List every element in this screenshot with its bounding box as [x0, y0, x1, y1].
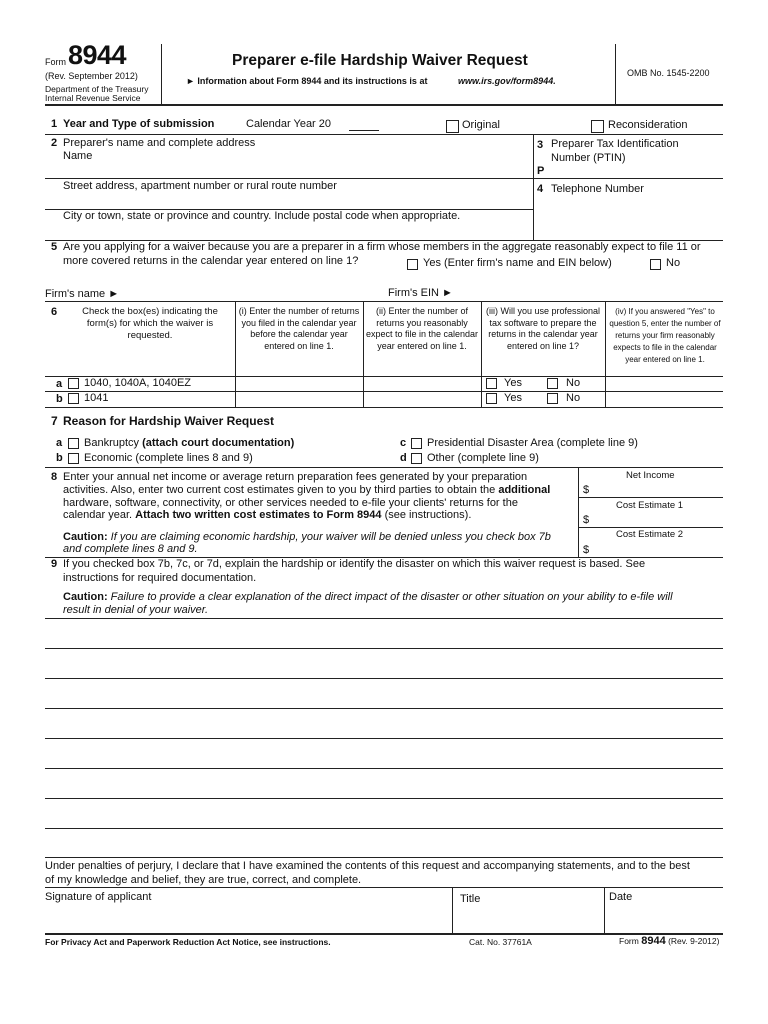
row-b-label: 1041 — [84, 392, 109, 404]
economic-checkbox[interactable] — [68, 453, 79, 464]
line7-label: Reason for Hardship Waiver Request — [63, 414, 274, 428]
line9-text2: instructions for required documentation. — [63, 572, 257, 584]
footer-form-id: Form 8944 (Rev. 9-2012) — [619, 935, 720, 947]
line5-no-label: No — [666, 257, 681, 269]
catalog-number: Cat. No. 37761A — [469, 937, 532, 947]
line8-caution1: Caution: If you are claiming economic hardship, your waiver will be denied unless you check box 7b — [63, 531, 551, 543]
line7b-letter: b — [56, 452, 63, 464]
perjury-line2: of my knowledge and belief, they are true, correct, and complete. — [45, 874, 362, 886]
economic-label: Economic (complete lines 8 and 9) — [84, 452, 253, 464]
perjury-line1: Under penalties of perjury, I declare that I have examined the contents of this request and accompanying statements, and to the best — [45, 860, 690, 872]
telephone-field[interactable]: Telephone Number — [551, 183, 644, 195]
cost-estimate1-label: Cost Estimate 1 — [616, 500, 684, 511]
explanation-line[interactable] — [45, 678, 723, 679]
net-income-field[interactable]: $ — [583, 484, 590, 496]
row-a-no-checkbox[interactable] — [547, 378, 558, 389]
line6-col2-header: (ii) Enter the number of returns you reasonably expect to file in the calendar year entered on line 1. — [365, 306, 479, 351]
line6-number: 6 — [51, 306, 58, 318]
explanation-line[interactable] — [45, 798, 723, 799]
line8-caution2: and complete lines 8 and 9. — [63, 543, 198, 555]
line6-col0-header: Check the box(es) indicating the form(s) for which the waiver is requested. — [82, 306, 218, 341]
info-url[interactable]: www.irs.gov/form8944. — [458, 76, 556, 86]
other-label: Other (complete line 9) — [427, 452, 539, 464]
line1-label: Year and Type of submission — [63, 118, 215, 130]
department-line: Department of the Treasury — [45, 84, 149, 94]
row-b-checkbox[interactable] — [68, 393, 79, 404]
ptin-label-b: Number (PTIN) — [551, 152, 626, 164]
reconsideration-checkbox[interactable] — [591, 120, 604, 133]
original-checkbox[interactable] — [446, 120, 459, 133]
row-a-yes-checkbox[interactable] — [486, 378, 497, 389]
line3-number: 3 — [537, 139, 544, 151]
line9-caution2: result in denial of your waiver. — [63, 604, 209, 616]
row-a-checkbox[interactable] — [68, 378, 79, 389]
line9-text1: If you checked box 7b, 7c, or 7d, explain the hardship or identify the disaster on which this waiver request is based. See — [63, 558, 646, 570]
explanation-line[interactable] — [45, 708, 723, 709]
line6-col3-header: (iii) Will you use professional tax software to prepare the returns in the calendar year entered on line 1? — [485, 306, 601, 351]
line7-number: 7 — [51, 414, 58, 428]
line9-number: 9 — [51, 558, 58, 570]
row-a-no-label: No — [566, 377, 581, 389]
line5-text1: Are you applying for a waiver because you are a preparer in a firm whose members in the aggregate reasonably expect to file 11 or — [63, 241, 701, 253]
bankruptcy-checkbox[interactable] — [68, 438, 79, 449]
line9-caution1: Caution: Failure to provide a clear explanation of the direct impact of the disaster or other situation on your ability to e-file will — [63, 591, 673, 603]
row-b-yes-label: Yes — [504, 392, 522, 404]
row-b-letter: b — [56, 393, 63, 405]
form-title: Preparer e-file Hardship Waiver Request — [232, 52, 528, 69]
form-number: 8944 — [68, 40, 127, 70]
row-b-no-checkbox[interactable] — [547, 393, 558, 404]
line4-number: 4 — [537, 183, 544, 195]
line1-number: 1 — [51, 118, 58, 130]
line2-label: Preparer's name and complete address — [63, 137, 256, 149]
cost-estimate1-field[interactable]: $ — [583, 514, 590, 526]
form-revision: (Rev. September 2012) — [45, 71, 138, 81]
privacy-notice: For Privacy Act and Paperwork Reduction Act Notice, see instructions. — [45, 937, 331, 947]
row-a-letter: a — [56, 378, 63, 390]
firm-name-field[interactable]: Firm's name ► — [45, 288, 120, 300]
form-header — [0, 0, 768, 104]
row-a-yes-label: Yes — [504, 377, 522, 389]
street-field[interactable]: Street address, apartment number or rural route number — [63, 180, 337, 192]
omb-number: OMB No. 1545-2200 — [627, 68, 710, 78]
form-word: Form — [45, 57, 66, 67]
cost-estimate2-label: Cost Estimate 2 — [616, 529, 684, 540]
other-checkbox[interactable] — [411, 453, 422, 464]
line8-text4: calendar year. Attach two written cost estimates to Form 8944 (see instructions). — [63, 509, 472, 521]
line7a-letter: a — [56, 437, 63, 449]
row-b-yes-checkbox[interactable] — [486, 393, 497, 404]
reconsideration-label: Reconsideration — [608, 119, 688, 131]
explanation-line[interactable] — [45, 828, 723, 829]
ptin-field[interactable]: P — [537, 165, 545, 177]
line6-col4-header: (iv) If you answered "Yes" to question 5, enter the number of returns your firm reasonably expects to file in the calendar year entered on line 1. — [609, 307, 721, 364]
info-prefix: ► Information about Form 8944 and its instructions is at — [186, 76, 428, 86]
row-a-label: 1040, 1040A, 1040EZ — [84, 377, 192, 389]
line5-yes-checkbox[interactable] — [407, 259, 418, 270]
date-field[interactable]: Date — [609, 891, 633, 903]
line5-yes-label: Yes (Enter firm's name and EIN below) — [423, 257, 612, 269]
disaster-label: Presidential Disaster Area (complete line 9) — [427, 437, 638, 449]
line5-no-checkbox[interactable] — [650, 259, 661, 270]
explanation-line[interactable] — [45, 768, 723, 769]
agency-line: Internal Revenue Service — [45, 93, 141, 103]
explanation-line[interactable] — [45, 648, 723, 649]
name-field[interactable]: Name — [63, 150, 93, 162]
row-b-no-label: No — [566, 392, 581, 404]
bankruptcy-label: Bankruptcy (attach court documentation) — [84, 437, 295, 449]
calendar-year-label: Calendar Year 20 — [246, 118, 332, 130]
line5-text2: more covered returns in the calendar year entered on line 1? — [63, 255, 359, 267]
title-field[interactable]: Title — [460, 893, 481, 905]
line7d-letter: d — [400, 452, 407, 464]
ptin-label-a: Preparer Tax Identification — [551, 138, 679, 150]
signature-field[interactable]: Signature of applicant — [45, 891, 152, 903]
original-label: Original — [462, 119, 500, 131]
explanation-line[interactable] — [45, 618, 723, 619]
calendar-year-input[interactable] — [349, 121, 379, 131]
firm-ein-field[interactable]: Firm's EIN ► — [388, 287, 453, 299]
city-field[interactable]: City or town, state or province and country. Include postal code when appropriate. — [63, 210, 461, 222]
explanation-line[interactable] — [45, 738, 723, 739]
line2-number: 2 — [51, 137, 58, 149]
cost-estimate2-field[interactable]: $ — [583, 544, 590, 556]
line8-text3: hardware, software, connectivity, or other services needed to e-file your clients' returns for the — [63, 497, 518, 509]
net-income-label: Net Income — [626, 470, 675, 481]
line7c-letter: c — [400, 437, 407, 449]
line8-text2: activities. Also, enter two current cost estimates given to you by third parties to obtain the additional — [63, 484, 551, 496]
line8-number: 8 — [51, 471, 58, 483]
line5-number: 5 — [51, 241, 58, 253]
disaster-checkbox[interactable] — [411, 438, 422, 449]
line8-text1: Enter your annual net income or average return preparation fees generated by your preparation — [63, 471, 528, 483]
line6-col1-header: (i) Enter the number of returns you filed in the calendar year before the calendar year entered on line 1. — [238, 306, 360, 351]
